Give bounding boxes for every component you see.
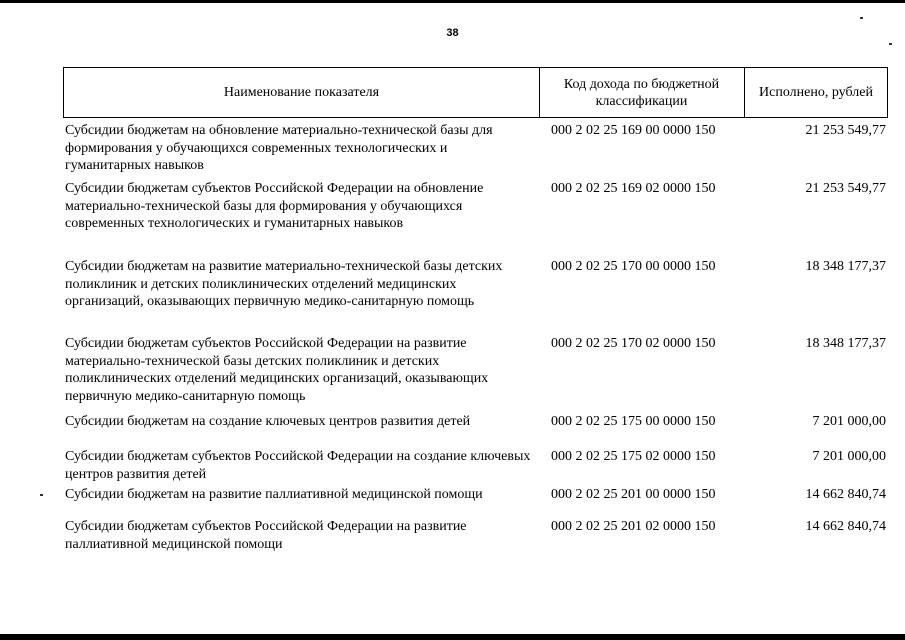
row-code: 000 2 02 25 175 00 0000 150 bbox=[551, 414, 716, 429]
row-amount: 21 253 549,77 bbox=[805, 123, 886, 138]
scan-speck bbox=[860, 17, 863, 19]
row-amount: 18 348 177,37 bbox=[805, 336, 886, 351]
scan-top-edge bbox=[0, 0, 905, 3]
row-amount: 14 662 840,74 bbox=[805, 487, 886, 502]
row-name: Субсидии бюджетам на развитие материально-технической базы детских поликлиник и детских поликлинических отделений медицинских организаций, оказывающих первичную медико-санитарную помощь bbox=[65, 259, 503, 309]
row-code: 000 2 02 25 170 00 0000 150 bbox=[551, 259, 716, 274]
row-amount: 14 662 840,74 bbox=[805, 519, 886, 534]
header-code-column: Код дохода по бюджетной классификации bbox=[539, 68, 745, 117]
row-name: Субсидии бюджетам на обновление материально-технической базы для формирования у обучающихся современных технологических и гуманитарных навыков bbox=[65, 123, 493, 173]
row-name: Субсидии бюджетам субъектов Российской Федерации на развитие паллиативной медицинской помощи bbox=[65, 519, 467, 552]
row-amount: 21 253 549,77 bbox=[805, 181, 886, 196]
table-header bbox=[63, 67, 888, 118]
row-code: 000 2 02 25 169 00 0000 150 bbox=[551, 123, 716, 138]
scan-speck bbox=[889, 43, 892, 45]
row-name: Субсидии бюджетам субъектов Российской Федерации на создание ключевых центров развития детей bbox=[65, 449, 531, 482]
row-name: Субсидии бюджетам на создание ключевых центров развития детей bbox=[65, 414, 471, 429]
row-amount: 7 201 000,00 bbox=[812, 414, 886, 429]
row-code: 000 2 02 25 201 00 0000 150 bbox=[551, 487, 716, 502]
row-code: 000 2 02 25 201 02 0000 150 bbox=[551, 519, 716, 534]
row-name: Субсидии бюджетам субъектов Российской Федерации на развитие материально-технической базы детских поликлиник и детских поликлинических отделений медицинских организаций, оказывающих первичную медико-санитарную помощь bbox=[65, 336, 489, 404]
row-code: 000 2 02 25 175 02 0000 150 bbox=[551, 449, 716, 464]
page-number: 38 bbox=[446, 27, 459, 39]
row-code: 000 2 02 25 169 02 0000 150 bbox=[551, 181, 716, 196]
row-amount: 18 348 177,37 bbox=[805, 259, 886, 274]
row-code: 000 2 02 25 170 02 0000 150 bbox=[551, 336, 716, 351]
header-name-column: Наименование показателя bbox=[64, 68, 540, 117]
scan-speck bbox=[40, 494, 43, 496]
row-amount: 7 201 000,00 bbox=[812, 449, 886, 464]
header-amount-column: Исполнено, рублей bbox=[759, 85, 873, 100]
scan-bottom-edge bbox=[0, 634, 905, 640]
row-name: Субсидии бюджетам субъектов Российской Федерации на обновление материально-технической базы для формирования у обучающихся современных технологических и гуманитарных навыков bbox=[65, 181, 484, 231]
row-name: Субсидии бюджетам на развитие паллиативной медицинской помощи bbox=[65, 487, 483, 502]
